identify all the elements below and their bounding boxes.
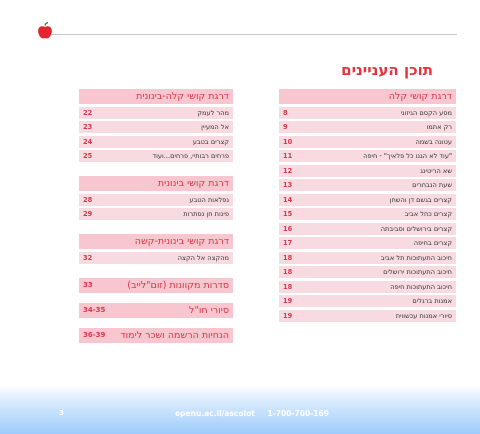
toc-entry[interactable] (279, 310, 456, 322)
page-title: תוכן העניינים (341, 61, 433, 79)
toc-entry-page: 9 (283, 123, 288, 131)
toc-entry-page: 15 (283, 210, 293, 218)
toc-entry-page: 22 (83, 108, 93, 117)
toc-entry-page: 13 (283, 181, 293, 189)
toc-entry[interactable] (79, 107, 233, 119)
spacer (79, 264, 233, 278)
toc-entry[interactable] (279, 150, 456, 162)
toc-entry-page: 18 (283, 253, 293, 262)
toc-entry-page: 10 (283, 137, 293, 146)
section-heading: דרגת קושי בינונית-קשה (79, 234, 233, 249)
toc-entry-label: שא הריטינג (420, 166, 452, 175)
section-heading: דרגת קושי קלה (279, 89, 456, 104)
toc-entry-page: 17 (283, 239, 293, 247)
toc-entry[interactable] (279, 237, 456, 249)
toc-entry-label: "עוד לא הגנו כל פלאיך" - חיפה (363, 152, 452, 160)
toc-column-right (279, 89, 456, 322)
toc-entry[interactable] (279, 295, 456, 307)
toc-entry[interactable] (279, 281, 456, 293)
toc-entry-page: 8 (283, 108, 288, 117)
toc-entry[interactable] (279, 208, 456, 220)
toc-entry[interactable] (79, 252, 233, 264)
toc-entry-label: חיכוב התעתוכות ירושלים (383, 268, 452, 276)
toc-entry-page: 25 (83, 152, 93, 160)
toc-entry-page: 34-35 (83, 305, 106, 314)
toc-entry-label: קצרים בחיפה (413, 239, 452, 247)
toc-entry-label: מהקצה אל הקצה (177, 253, 229, 262)
toc-section-entry[interactable] (79, 303, 233, 318)
toc-entry-page: 29 (83, 210, 93, 218)
toc-section-entry[interactable] (79, 328, 233, 343)
toc-entry-label: חיכוב התעתוכות חיפה (390, 282, 452, 291)
toc-entry-label: עטונה בשמה (415, 137, 452, 146)
toc-entry-label: מהר לעמק (197, 108, 229, 117)
toc-entry-label: אל המעיין (201, 123, 229, 131)
toc-entry-label: הנחיות הרשמה ושכר לימוד (120, 329, 229, 341)
spacer (79, 318, 233, 328)
toc-entry[interactable] (279, 252, 456, 264)
toc-entry-label: חיכוב התעתוכות תל אביב (380, 253, 452, 262)
toc-entry-page: 14 (283, 195, 293, 204)
toc-entry[interactable] (279, 165, 456, 177)
toc-entry-page: 18 (283, 268, 293, 276)
toc-entry-page: 36-39 (83, 330, 106, 339)
spacer (79, 162, 233, 176)
section-heading: דרגת קושי קלה-בינונית (79, 89, 233, 104)
toc-entry[interactable] (79, 121, 233, 133)
footer-contact (175, 409, 329, 418)
toc-entry-page: 24 (83, 137, 93, 146)
toc-entry-label: סיורי אמנות עכשווית (395, 311, 452, 320)
toc-entry[interactable] (279, 266, 456, 278)
toc-entry-label: סיורי חו"ל (189, 304, 229, 316)
footer-phone: 1-700-700-169 (267, 409, 329, 418)
toc-entry[interactable] (279, 136, 456, 148)
toc-entry[interactable] (279, 107, 456, 119)
toc-entry[interactable] (279, 194, 456, 206)
toc-entry[interactable] (279, 121, 456, 133)
toc-entry-page: 23 (83, 123, 93, 131)
toc-entry[interactable] (79, 208, 233, 220)
toc-entry-label: קצרים בגשם דן והשחן (389, 195, 452, 204)
toc-entry-label: אמנות ברגלים (412, 297, 452, 305)
toc-entry-page: 12 (283, 166, 293, 175)
toc-entry[interactable] (279, 223, 456, 235)
toc-entry-label: רק אתמו (426, 123, 452, 131)
spacer (79, 293, 233, 303)
toc-entry-page: 33 (83, 280, 93, 289)
toc-entry-page: 19 (283, 311, 293, 320)
toc-entry-label: קצרים כחל אביב (404, 210, 452, 218)
footer-website[interactable]: openu.ac.il/ascolot (175, 409, 255, 418)
apple-icon (37, 22, 53, 40)
toc-entry-page: 19 (283, 297, 293, 305)
page-number: 3 (59, 409, 64, 417)
toc-entry-page: 11 (283, 152, 293, 160)
toc-entry-label: מסע הקסם הגיזוני (400, 108, 452, 117)
toc-entry-page: 28 (83, 195, 93, 204)
toc-entry-label: פינות חן נסתרות (183, 210, 229, 218)
spacer (79, 220, 233, 234)
header-rule (45, 34, 457, 35)
toc-entry[interactable] (279, 179, 456, 191)
toc-entry-label: קצרים בטבע (192, 137, 229, 146)
section-heading: דרגת קושי בינונית (79, 176, 233, 191)
toc-entry-label: קצרים בירושלים וסביבתה (380, 224, 452, 233)
toc-entry-label: שעת הנבחרים (412, 181, 452, 189)
toc-column-left (79, 89, 233, 343)
toc-entry[interactable] (79, 150, 233, 162)
toc-entry-page: 16 (283, 224, 293, 233)
toc-entry-page: 32 (83, 253, 93, 262)
toc-entry[interactable] (79, 136, 233, 148)
toc-entry[interactable] (79, 194, 233, 206)
toc-entry-label: סדרות מקוונות (זום"לייב) (127, 279, 229, 291)
toc-section-entry[interactable] (79, 278, 233, 293)
toc-entry-label: פרחים רבותיי, פרחים...ועוד (152, 152, 229, 160)
toc-entry-page: 18 (283, 282, 293, 291)
toc-entry-label: נפלאות הטבע (189, 195, 229, 204)
